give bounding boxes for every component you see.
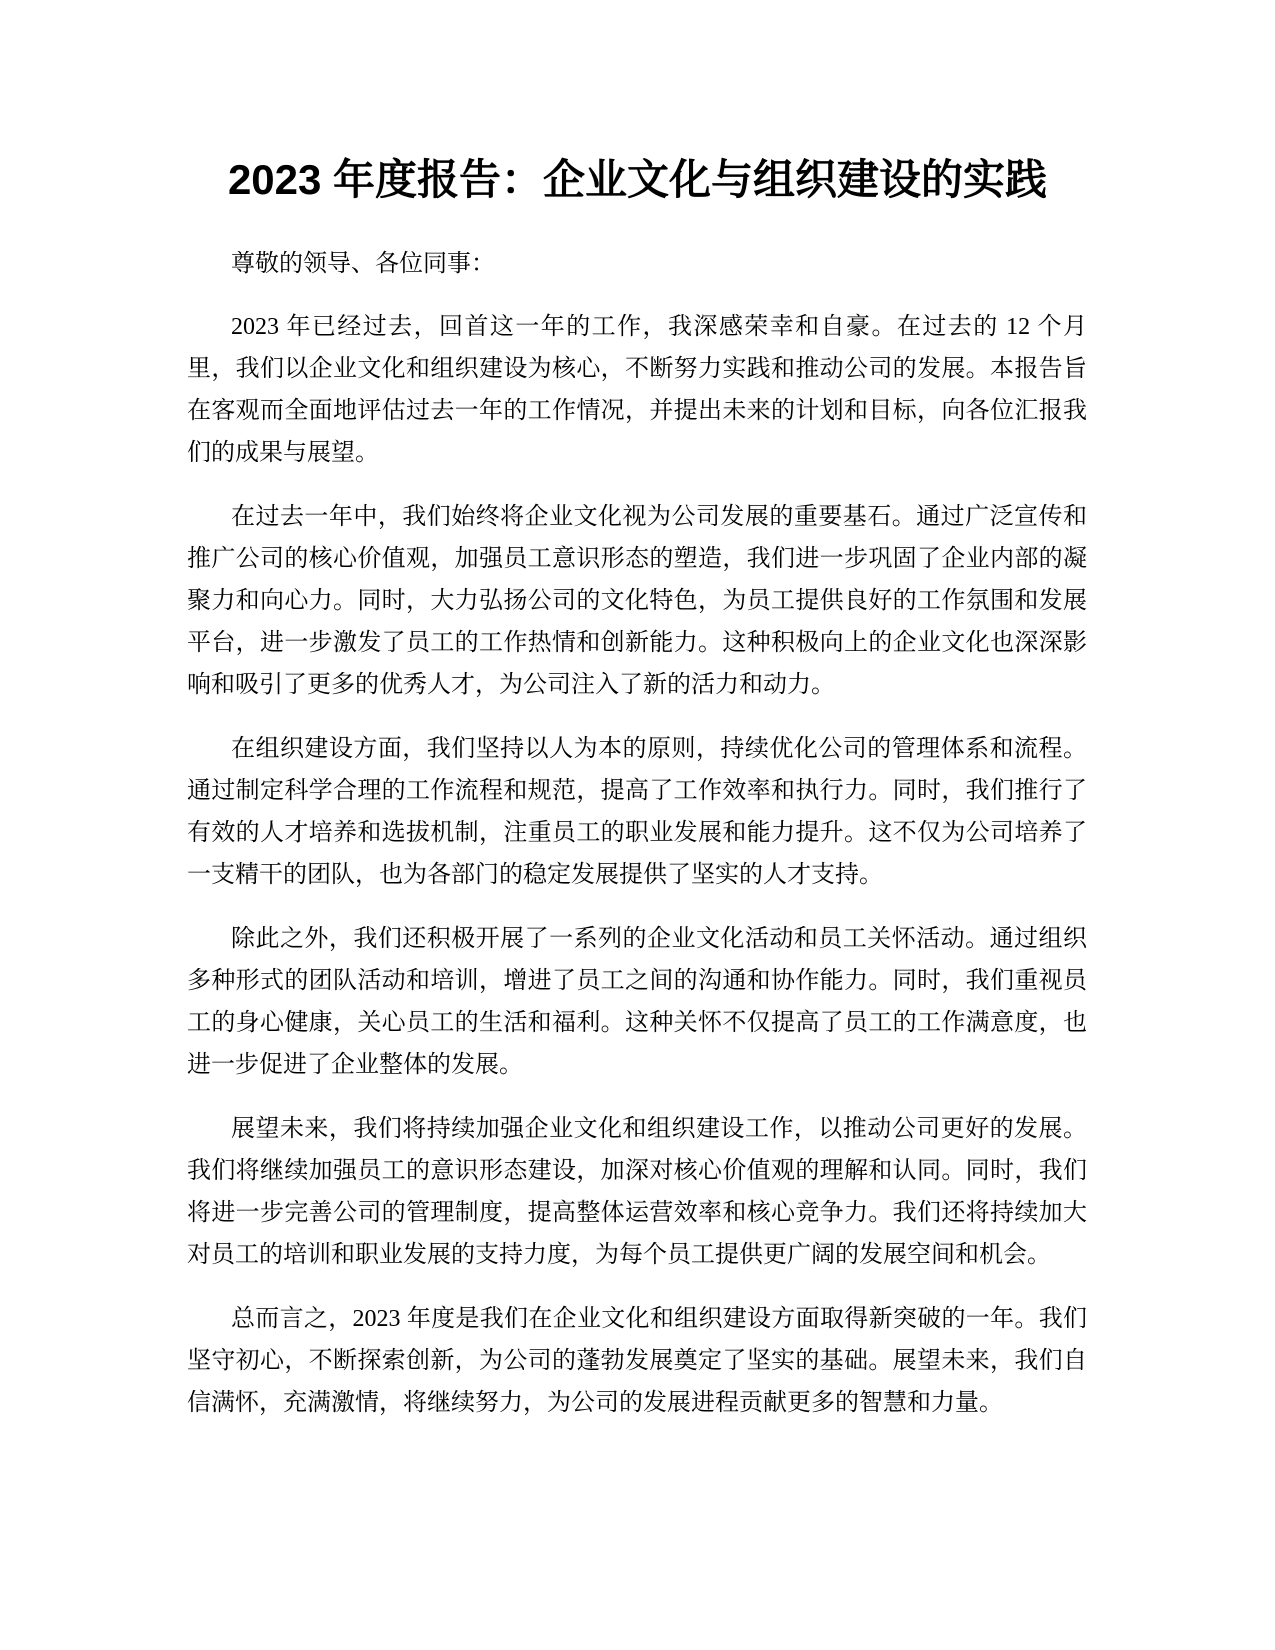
body-paragraph-3: 在组织建设方面，我们坚持以人为本的原则，持续优化公司的管理体系和流程。通过制定科学合理的工作流程和规范，提高了工作效率和执行力。同时，我们推行了有效的人才培养和选拔机制，注重员工的职业发展和能力提升。这不仅为公司培养了一支精干的团队，也为各部门的稳定发展提供了坚实的人才支持。 — [187, 736, 1087, 888]
document-body — [187, 243, 1087, 1446]
body-paragraph-2: 在过去一年中，我们始终将企业文化视为公司发展的重要基石。通过广泛宣传和推广公司的核心价值观，加强员工意识形态的塑造，我们进一步巩固了企业内部的凝聚力和向心力。同时，大力弘扬公司的文化特色，为员工提供良好的工作氛围和发展平台，进一步激发了员工的工作热情和创新能力。这种积极向上的企业文化也深深影响和吸引了更多的优秀人才，为公司注入了新的活力和动力。 — [187, 504, 1087, 698]
body-paragraph-6: 总而言之，2023 年度是我们在企业文化和组织建设方面取得新突破的一年。我们坚守初心，不断探索创新，为公司的蓬勃发展奠定了坚实的基础。展望未来，我们自信满怀，充满激情，将继续努力，为公司的发展进程贡献更多的智慧和力量。 — [187, 1306, 1087, 1416]
greeting-paragraph: 尊敬的领导、各位同事： — [231, 251, 495, 277]
body-paragraph-4: 除此之外，我们还积极开展了一系列的企业文化活动和员工关怀活动。通过组织多种形式的团队活动和培训，增进了员工之间的沟通和协作能力。同时，我们重视员工的身心健康，关心员工的生活和福利。这种关怀不仅提高了员工的工作满意度，也进一步促进了企业整体的发展。 — [187, 926, 1087, 1078]
document-title: 2023 年度报告：企业文化与组织建设的实践 — [227, 156, 1048, 203]
body-paragraph-1: 2023 年已经过去，回首这一年的工作，我深感荣幸和自豪。在过去的 12 个月里，我们以企业文化和组织建设为核心，不断努力实践和推动公司的发展。本报告旨在客观而全面地评估过去一年的工作情况，并提出未来的计划和目标，向各位汇报我们的成果与展望。 — [187, 314, 1087, 466]
body-paragraph-5: 展望未来，我们将持续加强企业文化和组织建设工作，以推动公司更好的发展。我们将继续加强员工的意识形态建设，加深对核心价值观的理解和认同。同时，我们将进一步完善公司的管理制度，提高整体运营效率和核心竞争力。我们还将持续加大对员工的培训和职业发展的支持力度，为每个员工提供更广阔的发展空间和机会。 — [187, 1116, 1087, 1268]
